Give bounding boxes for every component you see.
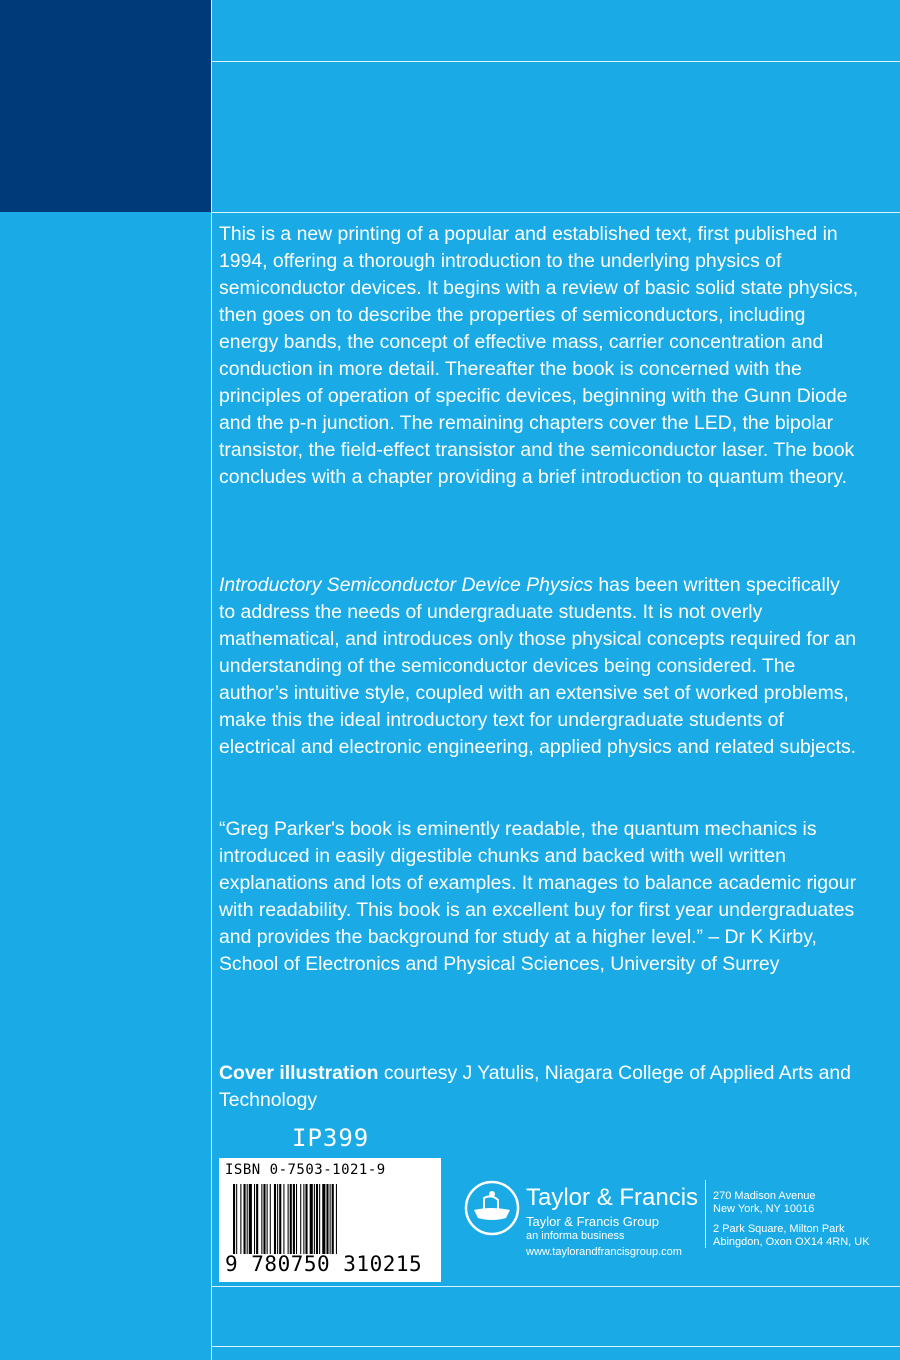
barcode-bar — [244, 1184, 246, 1254]
address-uk-line-1: 2 Park Square, Milton Park — [713, 1223, 845, 1235]
isbn-text: ISBN 0-7503-1021-9 — [225, 1162, 386, 1178]
review-quote-text: “Greg Parker's book is eminently readable, the quantum mechanics is introduced in easily digestible chunks and backed with well written explanations and lots of examples. It manages to balance academic rigour with readability. This book is an excellent buy for first year undergraduates and provides the background for study at a higher level.” – Dr K Kirby, School of Electronics and Physical Sciences, University of Surrey — [219, 818, 857, 975]
publisher-block — [464, 1180, 714, 1260]
barcode-bar — [293, 1184, 295, 1254]
barcode-bar — [283, 1184, 284, 1254]
barcode-bar — [316, 1184, 318, 1254]
cover-credit — [219, 1060, 859, 1114]
barcode-box — [219, 1158, 441, 1282]
barcode-bar — [277, 1184, 278, 1254]
barcode-bar — [270, 1184, 271, 1254]
book-title-italic: Introductory Semiconductor Device Physics — [219, 574, 593, 596]
publisher-divider — [705, 1180, 706, 1248]
barcode-bar — [279, 1184, 281, 1254]
barcode-bar — [326, 1184, 328, 1254]
ip-code: IP399 — [292, 1124, 370, 1152]
cover-dark-block — [0, 0, 211, 212]
description-paragraph-2 — [219, 572, 859, 761]
horizontal-rule-3 — [212, 1286, 900, 1287]
publisher-url: www.taylorandfrancisgroup.com — [526, 1246, 682, 1258]
barcode-bar — [247, 1184, 248, 1254]
publisher-logo-icon — [464, 1180, 520, 1236]
barcode-digits: 9 780750 310215 — [225, 1252, 423, 1276]
description-text-2 — [219, 572, 859, 761]
barcode-bar — [319, 1184, 320, 1254]
barcode-bar — [322, 1184, 325, 1254]
cover-credit-label: Cover illustration — [219, 1062, 379, 1084]
barcode-bar — [290, 1184, 292, 1254]
barcode-bar — [305, 1184, 307, 1254]
cover-credit-text — [219, 1060, 859, 1114]
address-us-line-2: New York, NY 10016 — [713, 1203, 815, 1215]
barcode-bar — [288, 1184, 289, 1254]
barcode-bar — [233, 1184, 235, 1254]
description-text-2-rest: has been written specifically to address the needs of undergraduate students. It is not overly mathematical, and introduces only those physical concepts required for an understanding of the semiconductor devices being considered. The author’s intuitive style, coupled with an extensive set of worked problems, make this the ideal introductory text for undergraduate students of electrical and electronic engineering, applied physics and related subjects. — [219, 574, 857, 758]
barcode-bar — [236, 1184, 237, 1254]
barcode-bar — [256, 1184, 258, 1254]
barcode-bar — [296, 1184, 297, 1254]
cover-credit-rest: courtesy J Yatulis, Niagara College of Applied Arts and Technology — [219, 1062, 851, 1111]
barcode-bar — [303, 1184, 304, 1254]
horizontal-rule-4 — [212, 1346, 900, 1347]
publisher-addresses — [713, 1190, 893, 1249]
horizontal-rule-1 — [212, 61, 900, 62]
address-us-line-1: 270 Madison Avenue — [713, 1190, 816, 1202]
barcode-bar — [267, 1184, 268, 1254]
barcode-bar — [249, 1184, 252, 1254]
review-quote — [219, 816, 859, 978]
barcode-bar — [263, 1184, 265, 1254]
address-uk-line-2: Abingdon, Oxon OX14 4RN, UK — [713, 1236, 870, 1248]
barcode-bar — [274, 1184, 276, 1254]
publisher-name: Taylor & Francis — [526, 1184, 699, 1211]
barcode-bar — [330, 1184, 331, 1254]
barcode-bar — [300, 1184, 301, 1254]
barcode-bar — [336, 1184, 337, 1254]
barcode-bar — [240, 1184, 241, 1254]
barcode-bar — [261, 1184, 262, 1254]
barcode-bar — [310, 1184, 313, 1254]
vertical-rule — [211, 0, 212, 1360]
publisher-tagline: an informa business — [526, 1230, 625, 1242]
barcode-bar — [254, 1184, 255, 1254]
barcode-bars — [233, 1184, 433, 1254]
barcode-bar — [332, 1184, 334, 1254]
description-paragraph-1 — [219, 221, 859, 491]
description-text-1: This is a new printing of a popular and established text, first published in 1994, offering a thorough introduction to the underlying physics of semiconductor devices. It begins with a review of basic solid state physics, then goes on to describe the properties of semiconductors, including energy bands, the concept of effective mass, carrier concentration and conduction in more detail. Thereafter the book is concerned with the principles of operation of specific devices, beginning with the Gunn Diode and the p-n junction. The remaining chapters cover the LED, the bipolar transistor, the field-effect transistor and the semiconductor laser. The book concludes with a chapter providing a brief introduction to quantum theory. — [219, 223, 859, 488]
horizontal-rule-2 — [212, 212, 900, 213]
barcode-bar — [314, 1184, 315, 1254]
publisher-group: Taylor & Francis Group — [526, 1214, 659, 1229]
